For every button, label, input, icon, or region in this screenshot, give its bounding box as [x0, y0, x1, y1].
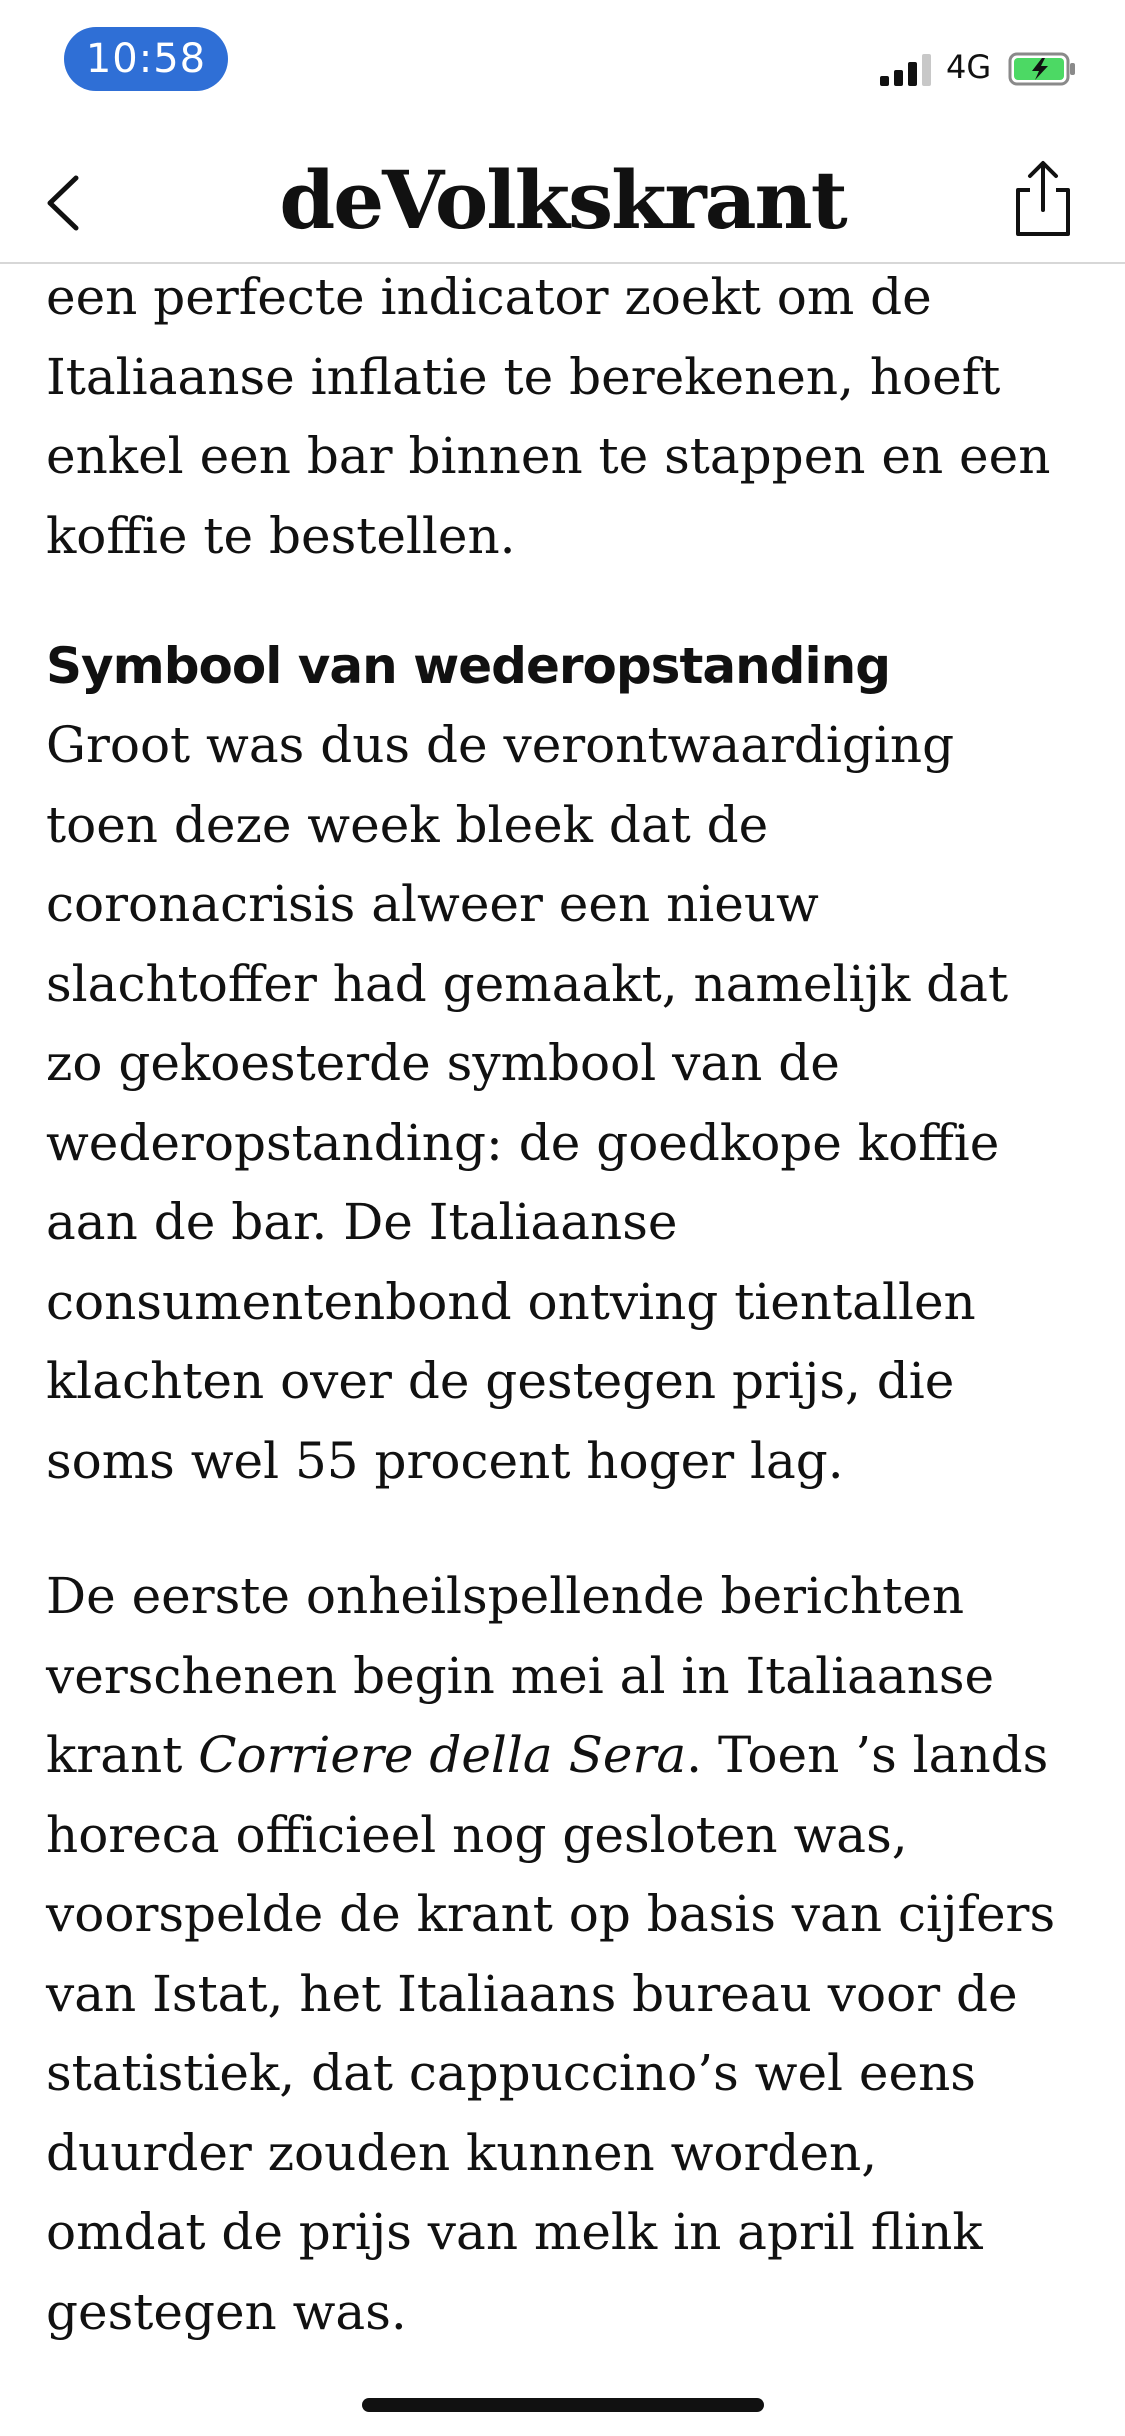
text-line: klachten over de gestegen prijs, die [46, 1352, 955, 1410]
text-line [46, 1716, 1086, 1796]
text-line: consumentenbond ontving tientallen [46, 1272, 976, 1331]
volkskrant-logo: deVolkskrant [279, 153, 846, 247]
text-fragment: krant [46, 1726, 199, 1784]
navigation-bar [0, 130, 1125, 264]
text-line: horeca officieel nog gesloten was, [46, 1805, 908, 1864]
paragraph-intro-continued [46, 258, 1086, 576]
text-line: omdat de prijs van melk in april flink [46, 2203, 983, 2261]
text-line: statistiek, dat cappuccino’s wel eens [46, 2044, 976, 2102]
text-line: enkel een bar binnen te stappen en een [46, 427, 1051, 485]
status-time[interactable]: 10:58 [64, 27, 228, 91]
text-line: slachtoffer had gemaakt, namelijk dat [46, 954, 1009, 1013]
paragraph-outrage [46, 706, 1086, 1501]
network-type: 4G [946, 48, 992, 86]
text-line: De eerste onheilspellende berichten [46, 1567, 965, 1625]
text-line: gestegen was. [46, 2282, 407, 2341]
text-line: duurder zouden kunnen worden, [46, 2123, 878, 2182]
section-heading: Symbool van wederopstanding [46, 637, 890, 695]
text-line: zo gekoesterde symbool van de [46, 1034, 840, 1092]
signal-strength-icon [880, 52, 934, 86]
text-line: verschenen begin mei al in Italiaanse [46, 1646, 995, 1705]
home-indicator[interactable] [362, 2398, 764, 2412]
battery-charging-icon [1008, 52, 1078, 86]
text-line: koffie te bestellen. [46, 506, 516, 565]
text-fragment: . Toen ’s lands [686, 1726, 1049, 1784]
article-body [46, 262, 1086, 2352]
text-line: soms wel 55 procent hoger lag. [46, 1431, 844, 1490]
text-line: coronacrisis alweer een nieuw [46, 875, 819, 933]
text-line: aan de bar. De Italiaanse [46, 1193, 678, 1251]
text-line: Groot was dus de verontwaardiging [46, 716, 955, 774]
text-line: wederopstanding: de goedkope koffie [46, 1113, 1000, 1172]
text-line: van Istat, het Italiaans bureau voor de [46, 1964, 1018, 2023]
status-bar [0, 0, 1125, 130]
text-line: Italiaanse inflatie te berekenen, hoeft [46, 347, 1001, 406]
text-line: voorspelde de krant op basis van cijfers [46, 1885, 1056, 1943]
share-icon[interactable] [1008, 158, 1078, 240]
newspaper-title: Corriere della Sera [198, 1726, 687, 1784]
text-line: toen deze week bleek dat de [46, 795, 769, 854]
text-line: een perfecte indicator zoekt om de [46, 268, 932, 326]
paragraph-first-reports [46, 1557, 1086, 2352]
